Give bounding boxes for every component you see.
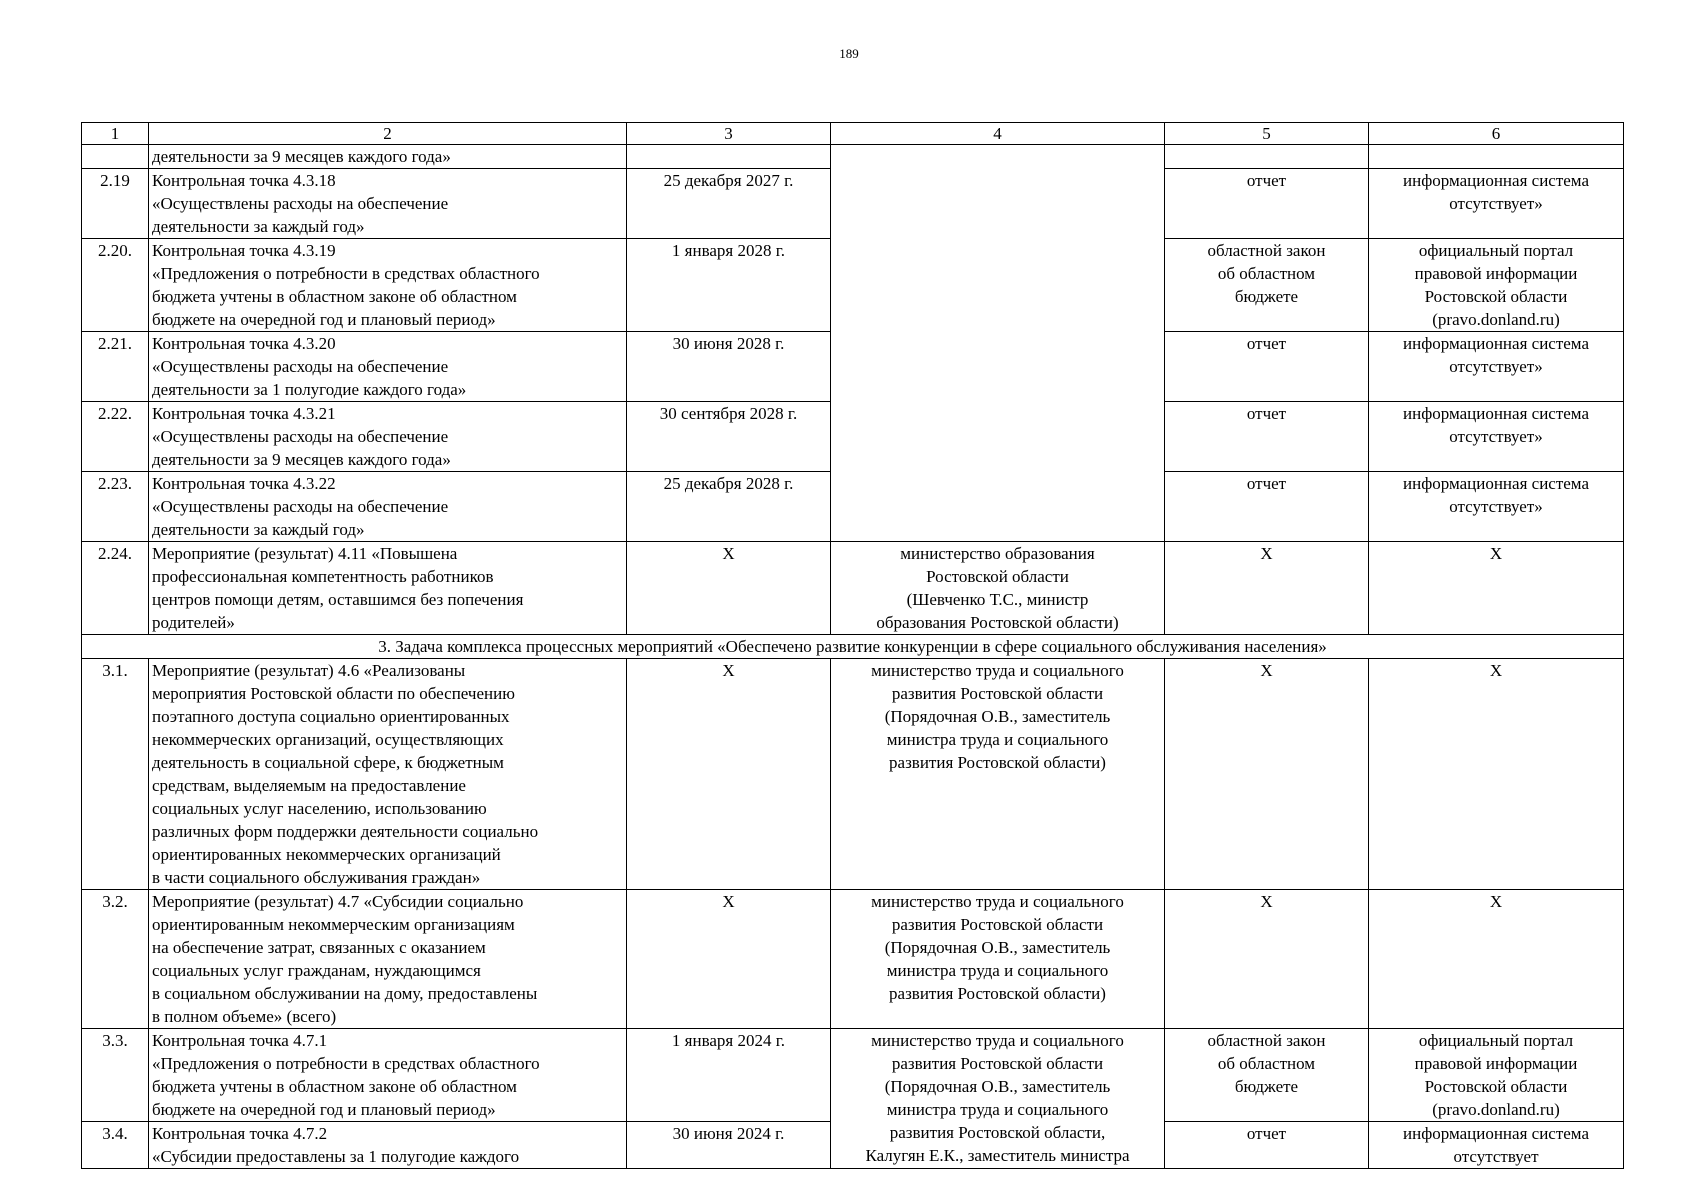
section-row — [82, 635, 1624, 659]
row-system: информационная система отсутствует» — [1369, 169, 1624, 239]
row-responsible-empty — [831, 145, 1165, 542]
row-document: X — [1165, 542, 1369, 635]
section-title: 3. Задача комплекса процессных мероприятий «Обеспечено развитие конкуренции в сфере социального обслуживания населения» — [82, 635, 1624, 659]
row-responsible: министерство труда и социального развития Ростовской области (Порядочная О.В., заместитель министра труда и социального развития Ростовской области, Калугян Е.К., заместитель министра — [831, 1029, 1165, 1169]
table-row — [82, 145, 1624, 169]
header-cell-1: 1 — [82, 123, 149, 145]
row-document: отчет — [1165, 472, 1369, 542]
row-document: X — [1165, 890, 1369, 1029]
row-responsible: министерство образования Ростовской области (Шевченко Т.С., министр образования Ростовской области) — [831, 542, 1165, 635]
row-number: 2.20. — [82, 239, 149, 332]
table-row — [82, 542, 1624, 635]
row-number: 3.2. — [82, 890, 149, 1029]
row-system: информационная система отсутствует» — [1369, 332, 1624, 402]
row-document: отчет — [1165, 402, 1369, 472]
row-date: 25 декабря 2028 г. — [627, 472, 831, 542]
row-document: X — [1165, 659, 1369, 890]
row-name: Контрольная точка 4.3.20 «Осуществлены расходы на обеспечение деятельности за 1 полугодие каждого года» — [149, 332, 627, 402]
table-row — [82, 1029, 1624, 1122]
row-date: 1 января 2024 г. — [627, 1029, 831, 1122]
row-system: информационная система отсутствует» — [1369, 402, 1624, 472]
header-cell-5: 5 — [1165, 123, 1369, 145]
row-name: Мероприятие (результат) 4.7 «Субсидии социально ориентированным некоммерческим организациям на обеспечение затрат, связанных с оказанием социальных услуг гражданам, нуждающимся в социальном обслуживании на дому, предоставлены в полном объеме» (всего) — [149, 890, 627, 1029]
row-system: информационная система отсутствует — [1369, 1122, 1624, 1169]
row-system: информационная система отсутствует» — [1369, 472, 1624, 542]
row-responsible: министерство труда и социального развития Ростовской области (Порядочная О.В., заместитель министра труда и социального развития Ростовской области) — [831, 890, 1165, 1029]
plan-table — [81, 122, 1624, 1169]
row-name: Контрольная точка 4.3.21 «Осуществлены расходы на обеспечение деятельности за 9 месяцев каждого года» — [149, 402, 627, 472]
row-name: Мероприятие (результат) 4.11 «Повышена профессиональная компетентность работников центров помощи детям, оставшимся без попечения родителей» — [149, 542, 627, 635]
row-system: X — [1369, 890, 1624, 1029]
row-number: 2.24. — [82, 542, 149, 635]
row-number: 3.4. — [82, 1122, 149, 1169]
header-cell-2: 2 — [149, 123, 627, 145]
row-number: 3.1. — [82, 659, 149, 890]
page-number: 189 — [839, 46, 859, 61]
row-name: деятельности за 9 месяцев каждого года» — [149, 145, 627, 169]
row-document: областной закон об областном бюджете — [1165, 1029, 1369, 1122]
row-system: X — [1369, 542, 1624, 635]
row-document: отчет — [1165, 169, 1369, 239]
row-name: Мероприятие (результат) 4.6 «Реализованы мероприятия Ростовской области по обеспечению поэтапного доступа социально ориентированных некоммерческих организаций, осуществляющих деятельность в социальной сфере, к бюджетным средствам, выделяемым на предоставление социальных услуг населению, использованию различных форм поддержки деятельности социально ориентированных некоммерческих организаций в части социального обслуживания граждан» — [149, 659, 627, 890]
row-number: 2.23. — [82, 472, 149, 542]
row-document: областной закон об областном бюджете — [1165, 239, 1369, 332]
row-system: официальный портал правовой информации Ростовской области (pravo.donland.ru) — [1369, 1029, 1624, 1122]
row-date: 25 декабря 2027 г. — [627, 169, 831, 239]
row-number: 2.21. — [82, 332, 149, 402]
row-name: Контрольная точка 4.3.22 «Осуществлены расходы на обеспечение деятельности за каждый год» — [149, 472, 627, 542]
row-date: 30 июня 2024 г. — [627, 1122, 831, 1169]
row-name: Контрольная точка 4.3.19 «Предложения о потребности в средствах областного бюджета учтены в областном законе об областном бюджете на очередной год и плановый период» — [149, 239, 627, 332]
row-document: отчет — [1165, 332, 1369, 402]
row-number: 2.19 — [82, 169, 149, 239]
row-document: отчет — [1165, 1122, 1369, 1169]
row-name: Контрольная точка 4.7.1 «Предложения о потребности в средствах областного бюджета учтены в областном законе об областном бюджете на очередной год и плановый период» — [149, 1029, 627, 1122]
row-number: 2.22. — [82, 402, 149, 472]
row-date: 30 июня 2028 г. — [627, 332, 831, 402]
row-date: 30 сентября 2028 г. — [627, 402, 831, 472]
table-row — [82, 890, 1624, 1029]
header-row — [82, 123, 1624, 145]
table-row — [82, 659, 1624, 890]
row-date: X — [627, 659, 831, 890]
row-date: X — [627, 542, 831, 635]
row-responsible: министерство труда и социального развития Ростовской области (Порядочная О.В., заместитель министра труда и социального развития Ростовской области) — [831, 659, 1165, 890]
row-number: 3.3. — [82, 1029, 149, 1122]
row-system: X — [1369, 659, 1624, 890]
header-cell-4: 4 — [831, 123, 1165, 145]
row-name: Контрольная точка 4.7.2 «Субсидии предоставлены за 1 полугодие каждого — [149, 1122, 627, 1169]
header-cell-6: 6 — [1369, 123, 1624, 145]
row-system: официальный портал правовой информации Ростовской области (pravo.donland.ru) — [1369, 239, 1624, 332]
header-cell-3: 3 — [627, 123, 831, 145]
row-date: X — [627, 890, 831, 1029]
row-date: 1 января 2028 г. — [627, 239, 831, 332]
row-name: Контрольная точка 4.3.18 «Осуществлены расходы на обеспечение деятельности за каждый год» — [149, 169, 627, 239]
